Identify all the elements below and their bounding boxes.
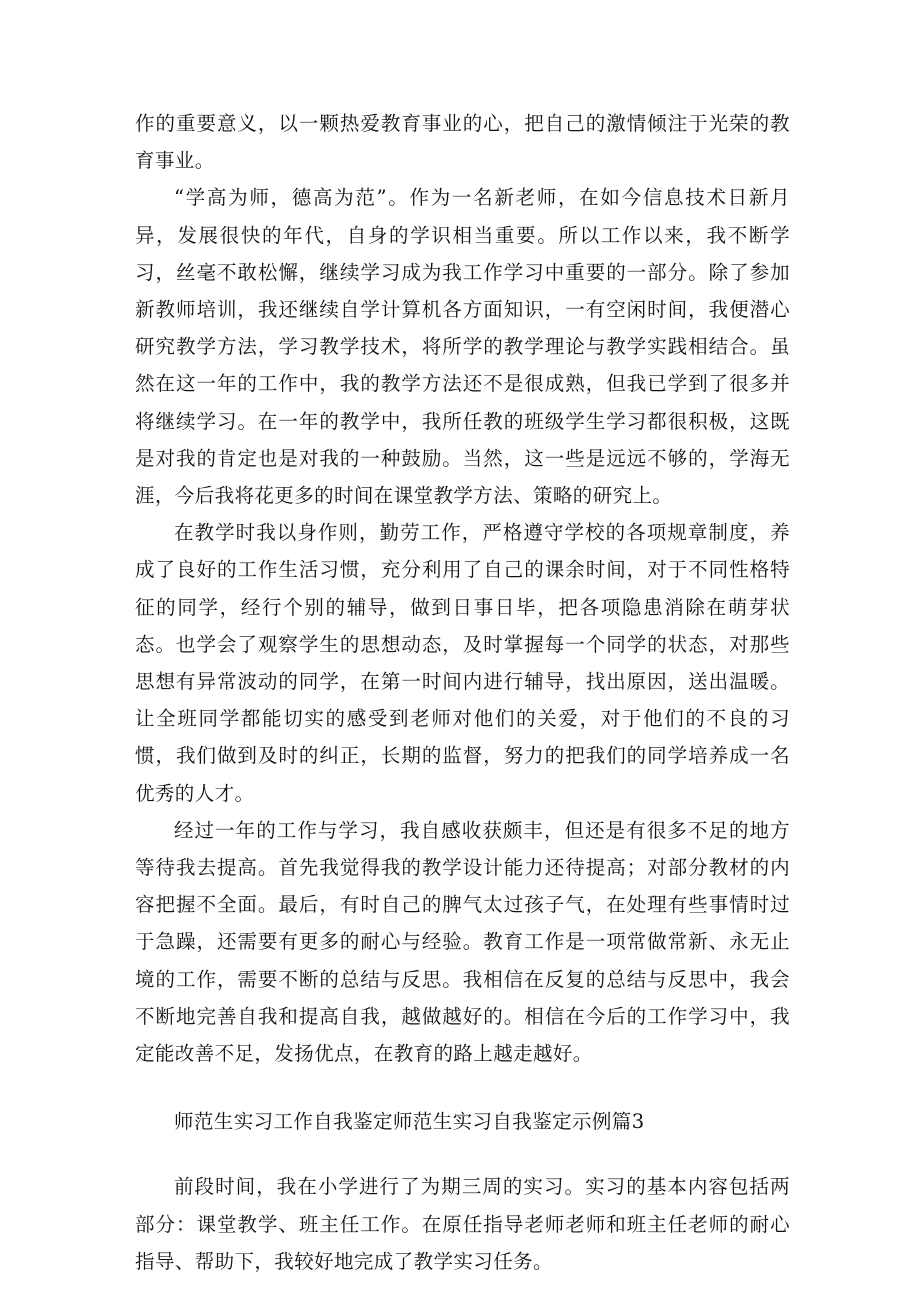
paragraph-continuation: 作的重要意义，以一颗热爱教育事业的心，把自己的激情倾注于光荣的教育事业。 — [135, 112, 790, 173]
paragraph-internship: 前段时间，我在小学进行了为期三周的实习。实习的基本内容包括两部分：课堂教学、班主任工作。在原任指导老师老师和班主任老师的耐心指导、帮助下，我较好地完成了教学实习任务。 — [135, 1175, 790, 1273]
paragraph-conduct: 在教学时我以身作则，勤劳工作，严格遵守学校的各项规章制度，养成了良好的工作生活习惯，充分利用了自己的课余时间，对于不同性格特征的同学，经行个别的辅导，做到日事日毕，把各项隐患消除在萌芽状态。也学会了观察学生的思想动态，及时掌握每一个同学的状态，对那些思想有异常波动的同学，在第一时间内进行辅导，找出原因，送出温暖。让全班同学都能切实的感受到老师对他们的关爱，对于他们的不良的习惯，我们做到及时的纠正，长期的监督，努力的把我们的同学培养成一名优秀的人才。 — [135, 521, 790, 805]
paragraph-reflection: 经过一年的工作与学习，我自感收获颇丰，但还是有很多不足的地方等待我去提高。首先我觉得我的教学设计能力还待提高；对部分教材的内容把握不全面。最后，有时自己的脾气太过孩子气，在处理有些事情时过于急躁，还需要有更多的耐心与经验。教育工作是一项常做常新、永无止境的工作，需要不断的总结与反思。我相信在反复的总结与反思中，我会不断地完善自我和提高自我，越做越好的。相信在今后的工作学习中，我定能改善不足，发扬优点，在教育的路上越走越好。 — [135, 818, 790, 1066]
section-heading: 师范生实习工作自我鉴定师范生实习自我鉴定示例篇3 — [174, 1110, 645, 1134]
section-spacer-after — [135, 1140, 790, 1168]
document-body — [135, 105, 790, 1280]
paragraph-learning: “学高为师，德高为范”。作为一名新老师，在如今信息技术日新月异，发展很快的年代，自身的学识相当重要。所以工作以来，我不断学习，丝毫不敢松懈，继续学习成为我工作学习中重要的一部分。除了参加新教师培训，我还继续自学计算机各方面知识，一有空闲时间，我便潜心研究教学方法，学习教学技术，将所学的教学理论与教学实践相结合。虽然在这一年的工作中，我的教学方法还不是很成熟，但我已学到了很多并将继续学习。在一年的教学中，我所任教的班级学生学习都很积极，这既是对我的肯定也是对我的一种鼓励。当然，这一些是远远不够的，学海无涯，今后我将花更多的时间在课堂教学方法、策略的研究上。 — [135, 186, 790, 508]
section-spacer — [135, 1072, 790, 1103]
